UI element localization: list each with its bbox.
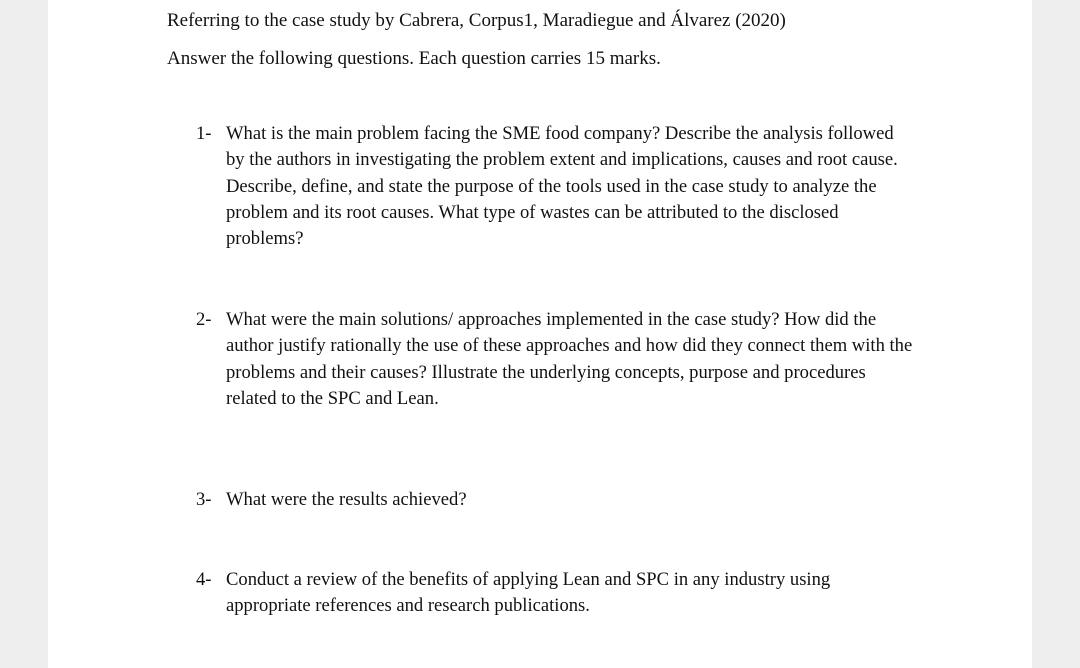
question-2 xyxy=(196,307,916,412)
question-number: 1- xyxy=(196,123,212,144)
question-1 xyxy=(196,121,916,252)
question-text: Conduct a review of the benefits of applying Lean and SPC in any industry using appropriate references and research publications. xyxy=(226,569,831,617)
question-text: What is the main problem facing the SME food company? Describe the analysis followed by the authors in investigating the problem extent and implications, causes and root cause. Describe, define, and state the purpose of the tools used in the case study to analyze the problem and its root causes. What type of wastes can be attributed to the disclosed problems? xyxy=(226,123,898,250)
question-number: 3- xyxy=(196,489,212,510)
case-study-reference: Referring to the case study by Cabrera, Corpus1, Maradiegue and Álvarez (2020) xyxy=(167,10,786,31)
question-text: What were the results achieved? xyxy=(226,489,467,510)
document-page xyxy=(48,0,1032,668)
question-3 xyxy=(196,487,916,513)
question-text: What were the main solutions/ approaches implemented in the case study? How did the author justify rationally the use of these approaches and how did they connect them with the problems and their causes? Illustrate the underlying concepts, purpose and procedures related to the SPC and Lean. xyxy=(226,309,913,409)
question-number: 4- xyxy=(196,569,212,590)
question-number: 2- xyxy=(196,309,212,330)
question-4 xyxy=(196,567,916,620)
marks-instruction: Answer the following questions. Each question carries 15 marks. xyxy=(167,48,661,69)
